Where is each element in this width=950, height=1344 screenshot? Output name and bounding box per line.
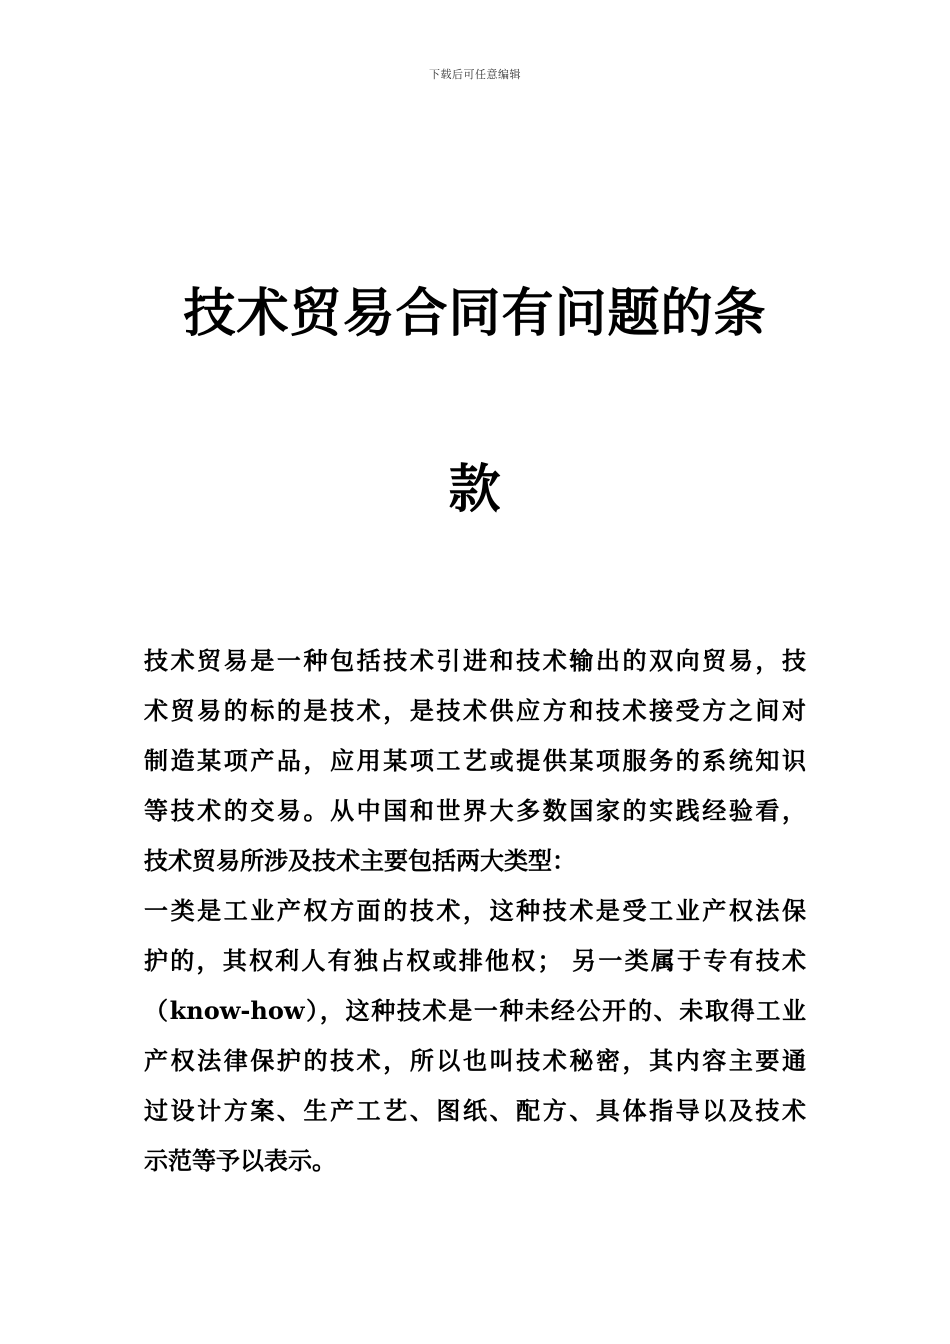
paragraph-line: 术贸易的标的是技术，是技术供应方和技术接受方之间对: [144, 696, 806, 725]
paragraph-line: 示范等予以表示。: [144, 1146, 336, 1175]
paragraph-line: 产权法律保护的技术，所以也叫技术秘密，其内容主要通: [144, 1046, 806, 1075]
paragraph-line: 一类是工业产权方面的技术，这种技术是受工业产权法保: [144, 896, 806, 925]
paragraph-line: 过设计方案、生产工艺、图纸、配方、具体指导以及技术: [144, 1096, 806, 1125]
header-note: 下载后可任意编辑: [429, 68, 521, 81]
body-paragraph-1: [144, 636, 806, 886]
document-title-line-2: 款: [448, 459, 502, 520]
body-paragraph-2: [144, 886, 806, 1186]
paragraph-line: 技术贸易所涉及技术主要包括两大类型：: [144, 846, 576, 875]
paragraph-line: （know-how），这种技术是一种未经公开的、未取得工业: [144, 996, 806, 1025]
paragraph-line: 护的，其权利人有独占权或排他权； 另一类属于专有技术: [144, 946, 806, 975]
paragraph-line: 等技术的交易。从中国和世界大多数国家的实践经验看，: [144, 796, 806, 825]
paragraph-line: 技术贸易是一种包括技术引进和技术输出的双向贸易，技: [144, 646, 806, 675]
document-title-line-1: 技术贸易合同有问题的条: [183, 283, 767, 344]
paragraph-line: 制造某项产品，应用某项工艺或提供某项服务的系统知识: [144, 746, 806, 775]
